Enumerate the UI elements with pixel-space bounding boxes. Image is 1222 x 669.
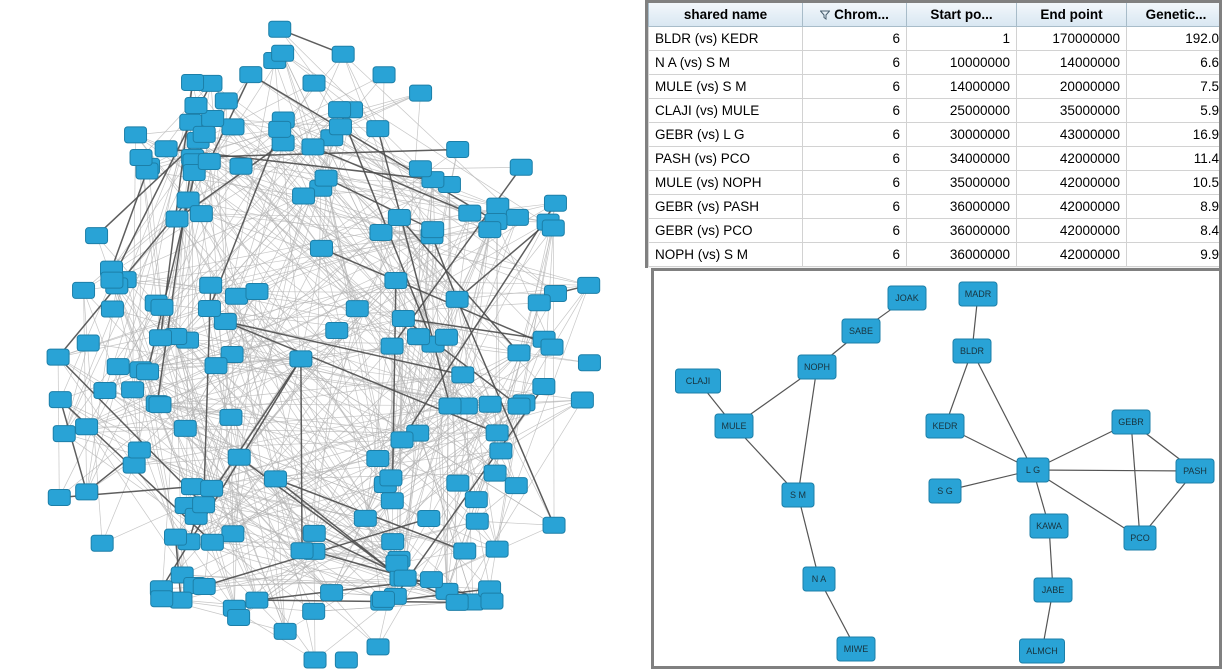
network-edge (280, 29, 432, 236)
cell-name: GEBR (vs) L G (649, 123, 803, 147)
cell-start: 30000000 (907, 123, 1017, 147)
column-header-label: Genetic... (1145, 7, 1207, 22)
network-node[interactable] (137, 364, 159, 380)
network-node-JOAK[interactable] (888, 286, 926, 310)
cell-chrom: 6 (803, 27, 907, 51)
svg-text:JOAK: JOAK (895, 292, 919, 303)
network-node[interactable] (215, 93, 237, 109)
network-node[interactable] (505, 478, 527, 494)
svg-text:L G: L G (1025, 464, 1041, 475)
cell-genetic: 7.5 (1127, 75, 1222, 99)
cell-end: 35000000 (1017, 99, 1127, 123)
network-node[interactable] (91, 535, 113, 551)
sub-network-canvas[interactable] (654, 271, 1219, 666)
network-node-MULE[interactable] (715, 414, 753, 438)
network-node[interactable] (101, 301, 123, 317)
network-node[interactable] (326, 323, 348, 339)
network-node[interactable] (367, 121, 389, 137)
network-node[interactable] (543, 517, 565, 533)
network-node[interactable] (435, 329, 457, 345)
cell-genetic: 11.4 (1127, 147, 1222, 171)
network-node[interactable] (508, 398, 530, 414)
network-node-MIWE[interactable] (837, 637, 875, 661)
network-edge (241, 166, 495, 473)
network-node[interactable] (370, 225, 392, 241)
table-header (649, 3, 1222, 27)
network-node[interactable] (542, 220, 564, 236)
network-node[interactable] (367, 639, 389, 655)
cell-end: 20000000 (1017, 75, 1127, 99)
svg-text:PASH: PASH (1183, 465, 1207, 476)
cell-genetic: 8.4 (1127, 219, 1222, 243)
network-edge (798, 495, 819, 579)
network-node-NOPH[interactable] (798, 355, 836, 379)
sub-network-view[interactable] (651, 268, 1222, 669)
column-header-label: Start po... (930, 7, 993, 22)
network-node-N-A[interactable] (803, 567, 835, 591)
network-node[interactable] (447, 142, 469, 158)
table-row[interactable] (649, 243, 1222, 267)
cell-name: MULE (vs) NOPH (649, 171, 803, 195)
network-node[interactable] (329, 102, 351, 118)
network-node[interactable] (541, 339, 563, 355)
svg-text:S M: S M (789, 489, 807, 500)
column-header-name[interactable] (649, 3, 803, 27)
column-header-label: Chrom... (834, 6, 889, 22)
network-node[interactable] (166, 211, 188, 227)
column-header-start[interactable] (907, 3, 1017, 27)
network-node[interactable] (151, 299, 173, 315)
network-edge (972, 351, 1033, 470)
cell-end: 42000000 (1017, 147, 1127, 171)
cell-end: 42000000 (1017, 171, 1127, 195)
network-node[interactable] (228, 610, 250, 626)
network-node[interactable] (447, 475, 469, 491)
cell-start: 14000000 (907, 75, 1017, 99)
network-node[interactable] (452, 367, 474, 383)
network-node[interactable] (544, 195, 566, 211)
svg-text:SABE: SABE (848, 325, 874, 336)
svg-text:ALMCH: ALMCH (1026, 645, 1058, 656)
network-node[interactable] (486, 541, 508, 557)
cell-name: N A (vs) S M (649, 51, 803, 75)
network-node-JABE[interactable] (1034, 578, 1072, 602)
network-node[interactable] (182, 74, 204, 90)
network-node-BLDR[interactable] (953, 339, 991, 363)
network-node[interactable] (506, 209, 528, 225)
cell-chrom: 6 (803, 195, 907, 219)
network-node[interactable] (386, 555, 408, 571)
svg-text:MADR: MADR (964, 288, 992, 299)
network-node[interactable] (125, 127, 147, 143)
network-node[interactable] (321, 585, 343, 601)
network-node[interactable] (220, 409, 242, 425)
network-edge (102, 465, 134, 543)
results-table (648, 3, 1222, 267)
svg-text:GEBR: GEBR (1118, 416, 1144, 427)
network-node[interactable] (291, 543, 313, 559)
network-node[interactable] (329, 119, 351, 135)
cell-genetic: 8.9 (1127, 195, 1222, 219)
table-row[interactable] (649, 51, 1222, 75)
network-node[interactable] (446, 291, 468, 307)
network-edge (1131, 422, 1140, 538)
network-node[interactable] (578, 277, 600, 293)
table-row[interactable] (649, 195, 1222, 219)
cell-end: 14000000 (1017, 51, 1127, 75)
cell-start: 34000000 (907, 147, 1017, 171)
results-table-panel[interactable] (645, 0, 1222, 268)
network-node[interactable] (367, 450, 389, 466)
network-node[interactable] (303, 75, 325, 91)
network-node[interactable] (528, 295, 550, 311)
network-node[interactable] (290, 351, 312, 367)
network-node[interactable] (385, 273, 407, 289)
network-node[interactable] (490, 443, 512, 459)
network-node[interactable] (508, 345, 530, 361)
network-edge (477, 521, 554, 525)
network-node[interactable] (49, 392, 71, 408)
network-edge (420, 167, 521, 168)
network-node[interactable] (222, 526, 244, 542)
network-node[interactable] (394, 570, 416, 586)
cell-name: MULE (vs) S M (649, 75, 803, 99)
table-header-row (649, 3, 1222, 27)
svg-text:S G: S G (937, 485, 953, 496)
network-edge (257, 600, 457, 602)
network-node[interactable] (272, 45, 294, 61)
network-node[interactable] (170, 592, 192, 608)
network-edge (160, 405, 378, 647)
network-edge (257, 292, 556, 294)
cell-genetic: 192.0 (1127, 27, 1222, 51)
table-row[interactable] (649, 27, 1222, 51)
network-node[interactable] (479, 396, 501, 412)
cell-genetic: 10.5 (1127, 171, 1222, 195)
network-node[interactable] (332, 46, 354, 62)
table-body (649, 27, 1222, 267)
cell-start: 10000000 (907, 51, 1017, 75)
cell-chrom: 6 (803, 147, 907, 171)
network-node[interactable] (240, 67, 262, 83)
network-node[interactable] (465, 492, 487, 508)
network-node[interactable] (47, 349, 69, 365)
network-node[interactable] (302, 139, 324, 155)
network-node[interactable] (373, 67, 395, 83)
cell-end: 170000000 (1017, 27, 1127, 51)
cell-chrom: 6 (803, 51, 907, 75)
svg-text:N A: N A (811, 573, 827, 584)
network-node[interactable] (466, 513, 488, 529)
network-node[interactable] (459, 205, 481, 221)
network-node[interactable] (381, 338, 403, 354)
svg-text:CLAJI: CLAJI (685, 375, 711, 386)
network-node-KEDR[interactable] (926, 414, 964, 438)
network-node[interactable] (201, 480, 223, 496)
network-node[interactable] (198, 301, 220, 317)
network-edge (497, 203, 555, 549)
network-node[interactable] (274, 623, 296, 639)
svg-text:NOPH: NOPH (803, 361, 831, 372)
network-node[interactable] (76, 484, 98, 500)
cell-name: BLDR (vs) KEDR (649, 27, 803, 51)
cell-chrom: 6 (803, 75, 907, 99)
cell-name: GEBR (vs) PASH (649, 195, 803, 219)
network-node[interactable] (193, 126, 215, 142)
network-node[interactable] (269, 21, 291, 37)
network-node[interactable] (571, 392, 593, 408)
network-node[interactable] (165, 529, 187, 545)
cell-start: 36000000 (907, 195, 1017, 219)
network-node[interactable] (346, 301, 368, 317)
network-node-PCO[interactable] (1124, 526, 1156, 550)
network-node[interactable] (265, 471, 287, 487)
network-node[interactable] (315, 170, 337, 186)
network-node[interactable] (481, 593, 503, 609)
network-node[interactable] (335, 652, 357, 668)
network-node[interactable] (410, 85, 432, 101)
network-node[interactable] (149, 397, 171, 413)
table-row[interactable] (649, 75, 1222, 99)
network-node[interactable] (174, 420, 196, 436)
network-edge (553, 228, 554, 525)
cell-start: 35000000 (907, 171, 1017, 195)
cell-genetic: 5.9 (1127, 99, 1222, 123)
network-node[interactable] (230, 158, 252, 174)
cell-end: 42000000 (1017, 243, 1127, 267)
network-node[interactable] (303, 603, 325, 619)
network-node-GEBR[interactable] (1112, 410, 1150, 434)
column-header-genetic[interactable] (1127, 3, 1222, 27)
network-node[interactable] (246, 592, 268, 608)
network-node[interactable] (228, 449, 250, 465)
cell-start: 36000000 (907, 219, 1017, 243)
network-node[interactable] (130, 149, 152, 165)
svg-text:MIWE: MIWE (843, 643, 869, 654)
network-node[interactable] (128, 442, 150, 458)
network-node[interactable] (381, 493, 403, 509)
network-node[interactable] (225, 288, 247, 304)
svg-text:KEDR: KEDR (932, 420, 958, 431)
network-node-S-M[interactable] (782, 483, 814, 507)
column-header-chrom[interactable] (803, 3, 907, 27)
network-node[interactable] (73, 282, 95, 298)
network-node-SABE[interactable] (842, 319, 880, 343)
network-node[interactable] (354, 510, 376, 526)
cell-chrom: 6 (803, 99, 907, 123)
cell-name: GEBR (vs) PCO (649, 219, 803, 243)
network-node[interactable] (439, 398, 461, 414)
cell-end: 43000000 (1017, 123, 1127, 147)
network-node[interactable] (198, 153, 220, 169)
network-node[interactable] (408, 329, 430, 345)
network-node[interactable] (372, 591, 394, 607)
cell-genetic: 16.9 (1127, 123, 1222, 147)
svg-text:PCO: PCO (1130, 532, 1150, 543)
cell-chrom: 6 (803, 243, 907, 267)
network-node[interactable] (107, 359, 129, 375)
svg-text:JABE: JABE (1041, 584, 1065, 595)
network-node[interactable] (533, 378, 555, 394)
table-row[interactable] (649, 123, 1222, 147)
network-edge (1033, 470, 1195, 471)
svg-text:BLDR: BLDR (959, 345, 985, 356)
network-node[interactable] (392, 311, 414, 327)
network-node-KAWA[interactable] (1030, 514, 1068, 538)
network-node[interactable] (380, 470, 402, 486)
cell-end: 42000000 (1017, 195, 1127, 219)
network-node[interactable] (77, 335, 99, 351)
cell-chrom: 6 (803, 123, 907, 147)
network-node[interactable] (486, 425, 508, 441)
cell-start: 25000000 (907, 99, 1017, 123)
svg-text:MULE: MULE (721, 420, 747, 431)
network-node[interactable] (246, 284, 268, 300)
table-row[interactable] (649, 171, 1222, 195)
network-node[interactable] (484, 465, 506, 481)
network-node[interactable] (510, 159, 532, 175)
network-node[interactable] (422, 222, 444, 238)
network-edge (301, 359, 302, 551)
cell-end: 42000000 (1017, 219, 1127, 243)
network-node[interactable] (76, 419, 98, 435)
network-node[interactable] (48, 489, 70, 505)
column-header-end[interactable] (1017, 3, 1127, 27)
network-node[interactable] (122, 382, 144, 398)
network-node[interactable] (123, 457, 145, 473)
network-node[interactable] (269, 121, 291, 137)
network-node[interactable] (94, 383, 116, 399)
network-node[interactable] (418, 510, 440, 526)
cell-name: NOPH (vs) S M (649, 243, 803, 267)
network-node-PASH[interactable] (1176, 459, 1214, 483)
network-node[interactable] (388, 209, 410, 225)
network-node[interactable] (310, 240, 332, 256)
cell-start: 36000000 (907, 243, 1017, 267)
network-node[interactable] (185, 98, 207, 114)
network-edge (798, 367, 817, 495)
network-node[interactable] (200, 277, 222, 293)
network-node-L-G[interactable] (1017, 458, 1049, 482)
network-node[interactable] (151, 591, 173, 607)
network-node[interactable] (222, 119, 244, 135)
network-node[interactable] (454, 543, 476, 559)
network-node[interactable] (487, 198, 509, 214)
network-node[interactable] (578, 355, 600, 371)
network-node[interactable] (53, 426, 75, 442)
network-node[interactable] (479, 222, 501, 238)
network-node[interactable] (101, 272, 123, 288)
table-row[interactable] (649, 219, 1222, 243)
network-node[interactable] (303, 525, 325, 541)
svg-text:KAWA: KAWA (1036, 520, 1062, 531)
column-header-label: shared name (683, 7, 768, 22)
cell-genetic: 6.6 (1127, 51, 1222, 75)
network-node[interactable] (391, 432, 413, 448)
cell-chrom: 6 (803, 171, 907, 195)
network-node[interactable] (190, 206, 212, 222)
network-node[interactable] (409, 161, 431, 177)
network-node-S-G[interactable] (929, 479, 961, 503)
column-header-label: End point (1040, 7, 1103, 22)
table-row[interactable] (649, 147, 1222, 171)
cell-start: 1 (907, 27, 1017, 51)
network-node-CLAJI[interactable] (676, 369, 721, 393)
table-row[interactable] (649, 99, 1222, 123)
network-node[interactable] (420, 572, 442, 588)
network-node[interactable] (193, 579, 215, 595)
cell-genetic: 9.9 (1127, 243, 1222, 267)
cell-name: CLAJI (vs) MULE (649, 99, 803, 123)
cell-name: PASH (vs) PCO (649, 147, 803, 171)
network-node-ALMCH[interactable] (1020, 639, 1065, 663)
network-node[interactable] (201, 534, 223, 550)
network-node[interactable] (205, 358, 227, 374)
network-node[interactable] (149, 330, 171, 346)
network-node-MADR[interactable] (959, 282, 997, 306)
cell-chrom: 6 (803, 219, 907, 243)
network-node[interactable] (446, 594, 468, 610)
network-node[interactable] (382, 534, 404, 550)
network-node[interactable] (86, 228, 108, 244)
filter-icon[interactable] (820, 8, 830, 23)
network-node[interactable] (293, 188, 315, 204)
network-node[interactable] (193, 497, 215, 513)
network-node[interactable] (304, 652, 326, 668)
network-node[interactable] (155, 141, 177, 157)
